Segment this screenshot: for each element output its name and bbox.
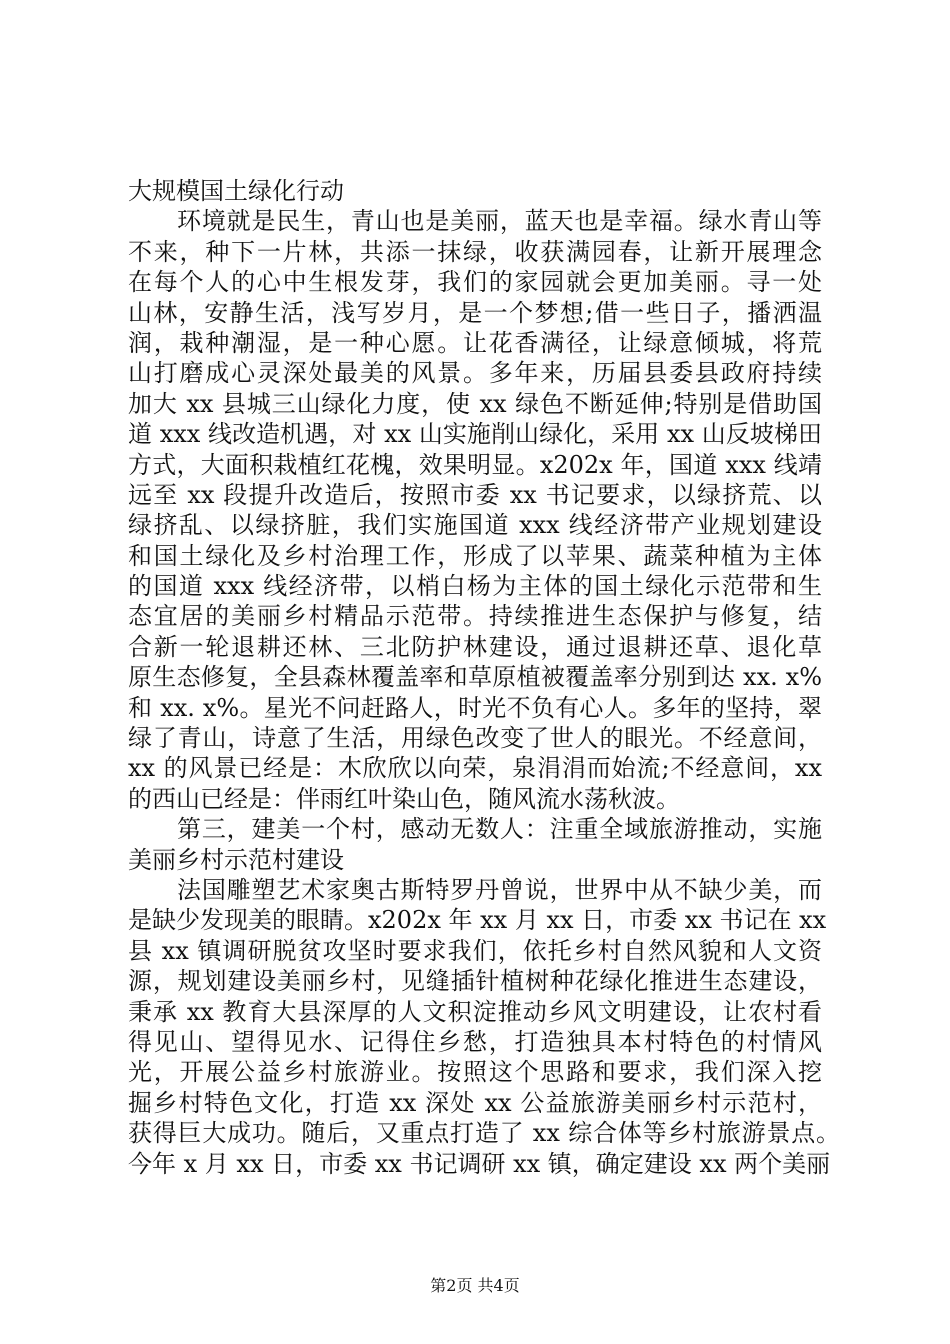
paragraph-beautiful-village xyxy=(128,875,840,1179)
text-line: 加大 xx 县城三山绿化力度，使 xx 绿色不断延伸;特别是借助国 xyxy=(128,389,822,418)
text-line: 在每个人的心中生根发芽，我们的家园就会更加美丽。寻一处 xyxy=(128,268,822,297)
text-line: 第三，建美一个村，感动无数人：注重全域旅游推动，实施 xyxy=(177,815,822,844)
text-line: 道 xxx 线改造机遇，对 xx 山实施削山绿化，采用 xx 山反坡梯田 xyxy=(128,420,822,449)
section-heading-third xyxy=(128,814,822,875)
text-line: 绿了青山，诗意了生活，用绿色改变了世人的眼光。不经意间， xyxy=(128,724,822,753)
text-line: 大规模国土绿化行动 xyxy=(128,177,344,205)
text-line: 源，规划建设美丽乡村，见缝插针植树种花绿化推进生态建设， xyxy=(128,967,822,996)
text-line: 掘乡村特色文化，打造 xx 深处 xx 公益旅游美丽乡村示范村， xyxy=(128,1088,822,1117)
document-body xyxy=(128,176,840,1179)
text-line: 和国土绿化及乡村治理工作，形成了以苹果、蔬菜种植为主体 xyxy=(128,541,822,570)
text-line: 和 xx. x%。星光不问赶路人，时光不负有心人。多年的坚持，翠 xyxy=(128,693,822,722)
text-line: 山打磨成心灵深处最美的风景。多年来，历届县委县政府持续 xyxy=(128,359,822,388)
text-line: 光，开展公益乡村旅游业。按照这个思路和要求，我们深入挖 xyxy=(128,1058,822,1087)
text-line: 方式，大面积栽植红花槐，效果明显。x202x 年，国道 xxx 线靖 xyxy=(128,450,822,479)
text-line: 不来，种下一片林，共添一抹绿，收获满园春，让新开展理念 xyxy=(128,237,822,266)
text-line: 是缺少发现美的眼睛。x202x 年 xx 月 xx 日，市委 xx 书记在 xx xyxy=(128,906,827,935)
text-line: 合新一轮退耕还林、三北防护林建设，通过退耕还草、退化草 xyxy=(128,632,822,661)
page-number-label: 第2页 共4页 xyxy=(430,1276,520,1295)
text-line: 县 xx 镇调研脱贫攻坚时要求我们，依托乡村自然风貌和人文资 xyxy=(128,936,822,965)
page-footer xyxy=(0,1274,950,1298)
paragraph-land-greening xyxy=(128,206,822,814)
text-line: 山林，安静生活，浅写岁月，是一个梦想;借一些日子，播洒温 xyxy=(128,298,822,327)
text-line: 远至 xx 段提升改造后，按照市委 xx 书记要求，以绿挤荒、以 xyxy=(128,480,822,509)
text-line: 环境就是民生，青山也是美丽，蓝天也是幸福。绿水青山等 xyxy=(177,207,822,236)
text-line: 的西山已经是：伴雨红叶染山色，随风流水荡秋波。 xyxy=(128,784,680,813)
text-line: 绿挤乱、以绿挤脏，我们实施国道 xxx 线经济带产业规划建设 xyxy=(128,511,822,540)
text-line: 润，栽种潮湿，是一种心愿。让花香满径，让绿意倾城，将荒 xyxy=(128,328,822,357)
text-line: 法国雕塑艺术家奥古斯特罗丹曾说，世界中从不缺少美，而 xyxy=(177,875,822,904)
text-line: xx 的风景已经是：木欣欣以向荣，泉涓涓而始流;不经意间，xx xyxy=(128,754,822,783)
text-line: 原生态修复，全县森林覆盖率和草原植被覆盖率分别到达 xx. x% xyxy=(128,663,822,692)
text-line: 态宜居的美丽乡村精品示范带。持续推进生态保护与修复，结 xyxy=(128,602,822,631)
text-line: 美丽乡村示范村建设 xyxy=(128,845,344,874)
text-line: 得见山、望得见水、记得住乡愁，打造独具本村特色的村情风 xyxy=(128,1027,822,1056)
text-line: 的国道 xxx 线经济带，以梢白杨为主体的国土绿化示范带和生 xyxy=(128,572,822,601)
text-line: 获得巨大成功。随后，又重点打造了 xx 综合体等乡村旅游景点。 xyxy=(128,1119,840,1148)
paragraph-heading-continued xyxy=(128,176,822,206)
text-line: 秉承 xx 教育大县深厚的人文积淀推动乡风文明建设，让农村看 xyxy=(128,997,822,1026)
text-line: 今年 x 月 xx 日，市委 xx 书记调研 xx 镇，确定建设 xx 两个美丽 xyxy=(128,1149,831,1178)
